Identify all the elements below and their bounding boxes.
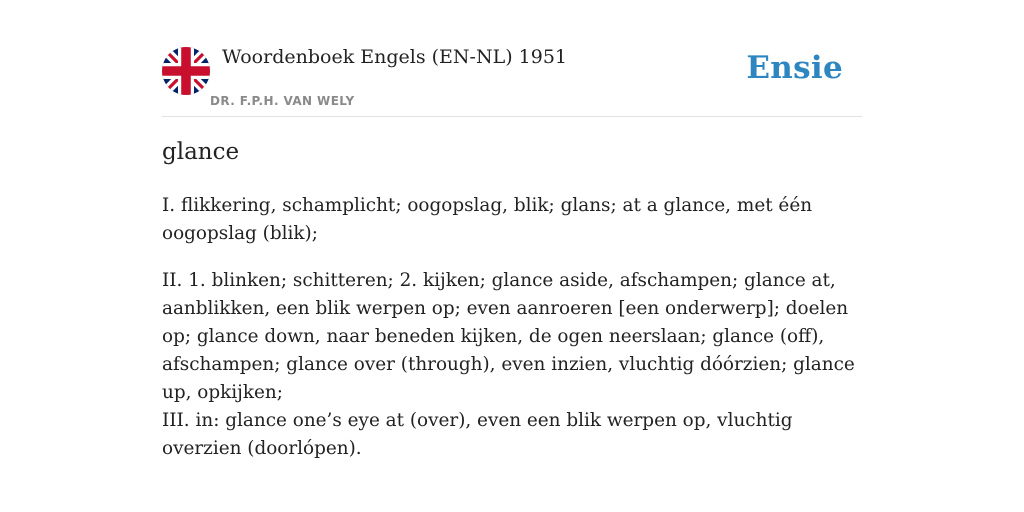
uk-flag-icon [162, 47, 210, 95]
header [162, 0, 862, 117]
dictionary-title[interactable]: Woordenboek Engels (EN-NL) 1951 [222, 46, 567, 68]
headword: glance [162, 139, 240, 165]
dictionary-card [162, 0, 862, 512]
brand-logo[interactable]: Ensie [746, 50, 843, 86]
sense-1: I. flikkering, schamplicht; oogopslag, blik; glans; at a glance, met één oogopslag (blik); [162, 195, 813, 244]
sense-2: II. 1. blinken; schitteren; 2. kijken; glance aside, afschampen; glance at, aanblikken, een blik werpen op; even aanroeren [een onderwerp]; doelen op; glance down, naar beneden kijken, de ogen neerslaan; glance (off), afschampen; glance over (through), even inzien, vluchtig dóórzien; glance up, opkijken; [162, 270, 855, 403]
dictionary-author: DR. F.P.H. VAN WELY [210, 94, 355, 108]
sense-3: III. in: glance one’s eye at (over), even een blik werpen op, vluchtig overzien (doorlópen). [162, 410, 793, 459]
